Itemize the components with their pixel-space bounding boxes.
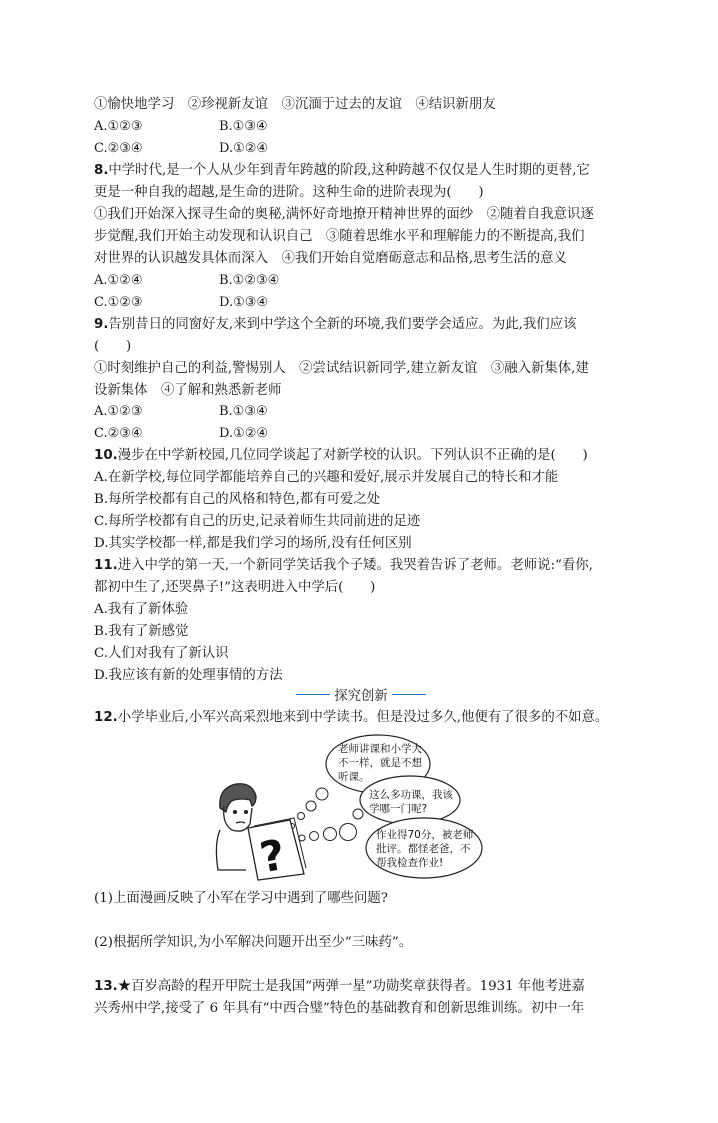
q9-option-b[interactable]: B.①③④ [219,404,268,419]
q9-option-d[interactable]: D.①②④ [219,426,269,441]
q8-stem-text: 中学时代,是一个人从少年到青年跨越的阶段,这种跨越不仅仅是人生时期的更替,它 [108,163,590,178]
q11-stem-text: 进入中学的第一天,一个新同学笑话我个子矮。我哭着告诉了老师。老师说:“看你, [117,558,593,573]
q8-number: 8. [94,163,109,178]
bubble1-line2: 不一样，就是不想 [338,757,422,769]
q8-option-c[interactable]: C.①②③ [94,295,143,310]
q8-statements-line3: 对世界的认识越发具体而深入 ④我们开始自觉磨砺意志和品格,思考生活的意义 [94,251,567,266]
bubble1-line1: 老师讲课和小学大 [338,743,422,755]
q11-option-c[interactable]: C.人们对我有了新认识 [94,646,229,661]
q13-stem-line2: 兴秀州中学,接受了 6 年具有“中西合璧”特色的基础教育和创新思维训练。初中一年 [94,1001,585,1016]
q9-stem-line1 [94,315,576,335]
q12-stem-text: 小学毕业后,小军兴高采烈地来到中学读书。但是没过多久,他便有了很多的不如意。 [117,710,609,725]
section-rule-right [392,694,426,695]
boy-figure [216,784,256,870]
q12-subquestion-1: (1)上面漫画反映了小军在学习中遇到了哪些问题? [94,891,388,906]
q10-option-c[interactable]: C.每所学校都有自己的历史,记录着师生共同前进的足迹 [94,514,421,529]
q8-option-b[interactable]: B.①②③④ [219,273,280,288]
q8-option-a[interactable]: A.①②④ [94,273,143,288]
q9-stem-text: 告别昔日的同窗好友,来到中学这个全新的环境,我们要学会适应。为此,我们应该 [108,317,577,332]
question-mark-icon: ? [256,829,289,882]
q11-number: 11. [94,558,118,573]
thought-dot [306,801,316,811]
q7-option-a[interactable]: A.①②③ [94,119,143,134]
q11-option-a[interactable]: A.我有了新体验 [94,602,189,617]
thought-dot [316,788,328,800]
q9-option-c[interactable]: C.②③④ [94,426,143,441]
thought-dot [353,809,363,819]
section-rule-left [296,694,330,695]
section-title: 探究创新 [334,688,388,704]
q12-subquestion-2: (2)根据所学知识,为小军解决问题开出至少“三味药”。 [94,935,413,950]
q10-option-a[interactable]: A.在新学校,每位同学都能培养自己的兴趣和爱好,展示并发展自己的特长和才能 [94,470,559,485]
thought-dot [310,832,319,841]
q8-statements-line1: ①我们开始深入探寻生命的奥秘,满怀好奇地撩开精神世界的面纱 ②随着自我意识逐 [94,207,594,222]
q8-statements-line2: 步觉醒,我们开始主动发现和认识自己 ③随着思维水平和理解能力的不断提高,我们 [94,229,585,244]
q10-stem [94,446,588,466]
q7-option-c[interactable]: C.②③④ [94,141,143,156]
question-paper [248,818,306,882]
q11-option-d[interactable]: D.我应该有新的处理事情的方法 [94,668,283,683]
q13-stem-text: ★百岁高龄的程开甲院士是我国“两弹一星”功勋奖章获得者。1931 年他考进嘉 [117,979,585,994]
q11-stem-line2: 都初中生了,还哭鼻子!”这表明进入中学后( ) [94,580,376,595]
q10-option-b[interactable]: B.每所学校都有自己的风格和特色,都有可爱之处 [94,492,381,507]
bubble3-line2: 批评。都怪老爸，不 [376,843,471,855]
section-header [296,684,426,704]
q11-option-b[interactable]: B.我有了新感觉 [94,624,189,639]
q10-option-d[interactable]: D.其实学校都一样,都是我们学习的场所,没有任何区别 [94,536,412,551]
q7-option-d[interactable]: D.①②④ [219,141,269,156]
q9-answer-blank: ( ) [94,339,132,354]
q8-stem-line1 [94,161,590,181]
bubble3-line3: 帮我检查作业! [376,857,444,869]
q10-stem-text: 漫步在中学新校园,几位同学谈起了对新学校的认识。下列认识不正确的是( ) [117,448,588,463]
q7-statements: ①愉快地学习 ②珍视新友谊 ③沉湎于过去的友谊 ④结识新朋友 [94,97,496,112]
q13-number: 13. [94,979,118,994]
bubble2-line1: 这么多功课，我该 [369,789,453,801]
thought-dot [324,828,337,841]
bubble2-line2: 学哪一门呢? [369,803,428,815]
q12-number: 12. [94,710,118,725]
q7-option-b[interactable]: B.①③④ [219,119,268,134]
comic-illustration [206,734,486,882]
q11-stem-line1 [94,556,593,576]
q12-stem [94,708,608,728]
thought-dot [299,835,305,841]
bubble3-line1: 作业得70分，被老师 [376,829,474,841]
q9-statements-line1: ①时刻维护自己的利益,警惕别人 ②尝试结识新同学,建立新友谊 ③融入新集体,建 [94,361,589,376]
q13-stem-line1 [94,977,585,997]
bubble1-line3: 听课。 [338,771,370,783]
thought-dot [340,824,357,841]
q9-number: 9. [94,317,109,332]
q8-option-d[interactable]: D.①③④ [219,295,269,310]
q10-number: 10. [94,448,118,463]
thought-dot [298,813,305,820]
q8-stem-line2: 更是一种自我的超越,是生命的进阶。这种生命的进阶表现为( ) [94,185,484,200]
q9-statements-line2: 设新集体 ④了解和熟悉新老师 [94,383,282,398]
q9-option-a[interactable]: A.①②③ [94,404,143,419]
